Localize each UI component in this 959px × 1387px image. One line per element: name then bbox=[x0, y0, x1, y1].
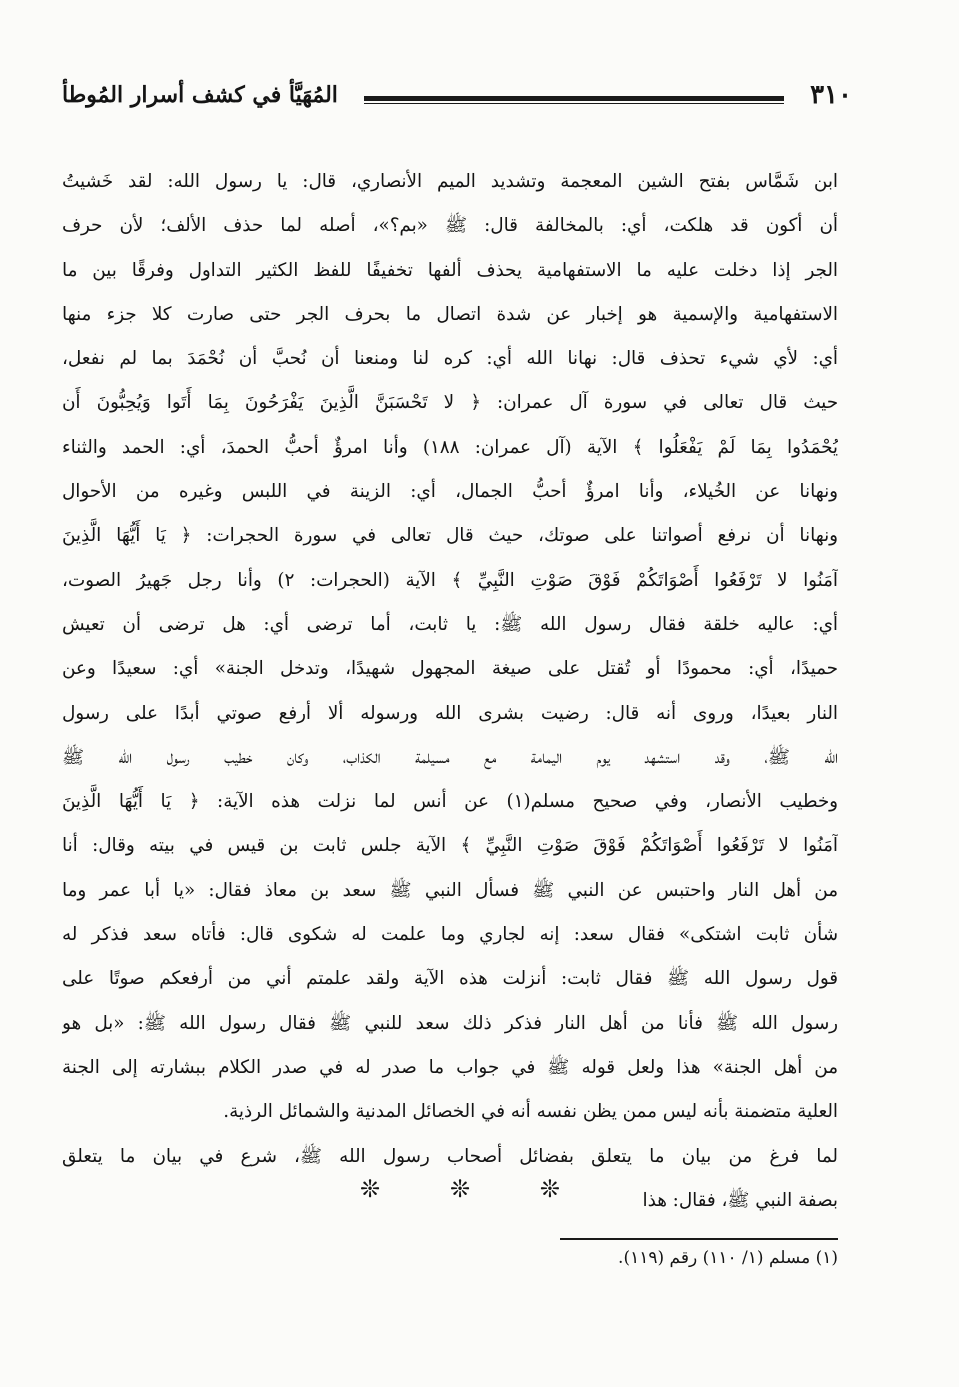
page-number: ٣١٠ bbox=[810, 80, 852, 110]
footnote: (١) مسلم (١/ ١١٠) رقم (١١٩). bbox=[618, 1248, 838, 1268]
page-header bbox=[62, 80, 852, 120]
text-line: من أهل الجنة» هذا ولعل قوله ﷺ في جواب ما صدر له في صدر الكلام ببشارته إلى الجنة bbox=[62, 1056, 838, 1078]
text-line: آمَنُوا لا تَرْفَعُوا أَصْوَاتَكُمْ فَوْقَ صَوْتِ النَّبِيِّ ﴾ الآية (الحجرات: ٢) وأنا رجل جَهيرُ الصوت، bbox=[62, 569, 838, 591]
text-line: قول رسول الله ﷺ فقال ثابت: أنزلت هذه الآية ولقد علمتم أني من أرفعكم صوتًا على bbox=[62, 968, 838, 990]
footnote-rule bbox=[560, 1238, 838, 1240]
text-line: ابن شَمَّاس بفتح الشين المعجمة وتشديد الميم الأنصاري، قال: يا رسول الله: لقد خَشيتُ bbox=[62, 171, 838, 192]
text-line: شأن ثابت اشتكى» فقال سعد: إنه لجاري وما علمت له شكوى قال: فأتاه سعد فذكر له bbox=[62, 924, 838, 946]
ornament-star: ❊ bbox=[449, 1175, 471, 1203]
text-line: الجر إذا دخلت عليه ما الاستفهامية يحذف ألفها تخفيفًا للفظ الكثير التداول وفرقًا بين ما bbox=[62, 259, 838, 281]
text-line: أي: عاليه خلقة فقال رسول الله ﷺ: يا ثابت، أما ترضى أي: هل ترضى أن تعيش bbox=[62, 613, 838, 635]
text-line: أي: لأي شيء تحذف قال: نهانا الله أي: كره لنا ومنعنا أن نُحبَّ أن نُحْمَدَ بما لم نفعل، bbox=[62, 348, 838, 370]
text-line: النار بعيدًا، وروى أنه قال: رضيت بشرى الله ورسوله ألا أرفع صوتي أبدًا على رسول bbox=[62, 702, 838, 724]
text-line: الاستفهامية والإسمية هو إخبار عن شدة اتصال ما بحرف الجر حتى صارت كلا جزء منها bbox=[62, 303, 838, 325]
running-title: المُهَيَّأ في كشف أسرار المُوطأ bbox=[62, 82, 338, 108]
text-line: العلية متضمنة بأنه ليس ممن يظن نفسه أنه في الخصائل المدنية والشمائل الرذية. bbox=[223, 1101, 838, 1123]
text-line: لما فرغ من بيان ما يتعلق بفضائل أصحاب رسول الله ﷺ، شرع في بيان ما يتعلق bbox=[62, 1145, 838, 1167]
body-text bbox=[62, 160, 838, 1223]
ornament-star: ❊ bbox=[539, 1175, 560, 1203]
text-line: من أهل النار واحتبس عن النبي ﷺ فسأل النبي ﷺ سعد بن معاذ فقال: «يا أبا عمر وما bbox=[62, 879, 838, 901]
text-line: بصفة النبي ﷺ، فقال: هذا bbox=[642, 1189, 838, 1211]
text-line: حميدًا، أي: محمودًا أو تُقتل على صيغة المجهول شهيدًا، وتدخل الجنة» أي: سعيدًا وعن bbox=[62, 658, 838, 680]
text-line: أن أكون قد هلكت، أي: بالمخالفة قال: ﷺ «بم؟»، أصله لما حذف الألف؛ لأن حرف bbox=[62, 215, 838, 237]
text-line: ونهانا عن الخُيلاء، وأنا امرؤٌ أحبُّ الجمال، أي: الزينة في اللبس وغيره من الأحوال bbox=[62, 481, 838, 503]
text-line: آمَنُوا لا تَرْفَعُوا أَصْوَاتَكُمْ فَوْقَ صَوْتِ النَّبِيِّ ﴾ الآية جلس ثابت بن قيس في بيته وقال: أنا bbox=[62, 835, 838, 857]
section-ornaments bbox=[360, 1175, 560, 1205]
text-line: حيث قال تعالى في سورة آل عمران: ﴿ لا تَحْسَبَنَّ الَّذِينَ يَفْرَحُونَ بِمَا أَتَوا وَيُحِبُّونَ أَن bbox=[62, 392, 838, 414]
header-rule bbox=[364, 96, 784, 101]
text-line: يُحْمَدُوا بِمَا لَمْ يَفْعَلُوا ﴾ الآية (آل عمران: ١٨٨) وأنا امرؤٌ أحبُّ الحمدَ، أي: الحمد والثناء bbox=[62, 436, 838, 458]
text-line: الله ﷺ، وقد استشهد يوم اليمامة مع مسيلمة الكذاب، وكان خطيب رسول الله ﷺ bbox=[62, 746, 838, 768]
ornament-star: ❊ bbox=[360, 1175, 381, 1203]
text-line: وخطيب الأنصار، وفي صحيح مسلم(١) عن أنس لما نزلت هذه الآية: ﴿ يَا أَيُّهَا الَّذِينَ bbox=[62, 791, 838, 813]
text-line: رسول الله ﷺ فأنا من أهل النار فذكر ذلك سعد للنبي ﷺ فقال رسول الله ﷺ: «بل هو bbox=[62, 1012, 838, 1034]
text-line: ونهانا أن نرفع أصواتنا على صوتك، حيث قال تعالى في سورة الحجرات: ﴿ يَا أَيُّهَا الَّذِينَ bbox=[62, 525, 838, 547]
